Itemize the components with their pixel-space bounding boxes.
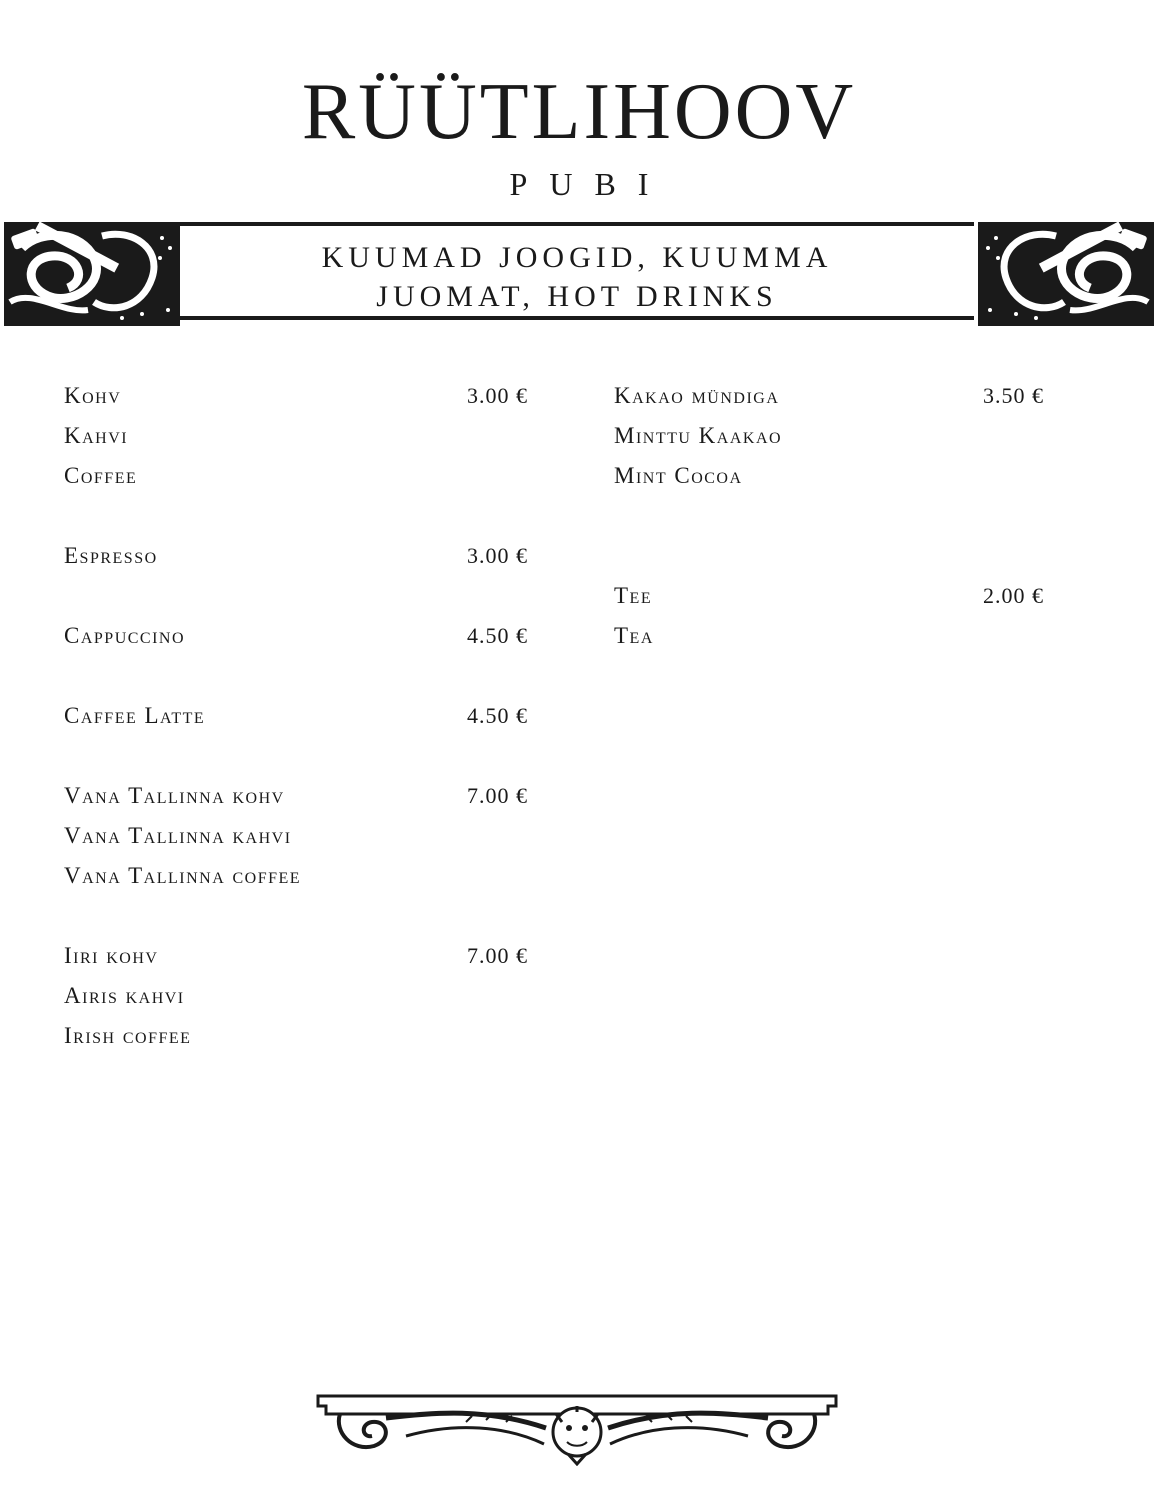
item-name: Vana Tallinna coffee	[64, 863, 302, 888]
menu-item	[64, 536, 528, 576]
item-name: Vana Tallinna kahvi	[64, 823, 292, 848]
section-heading-line-1: KUUMAD JOOGID, KUUMMA	[321, 241, 833, 274]
item-name: Iiri kohv	[64, 943, 159, 968]
item-name: Airis kahvi	[64, 983, 185, 1008]
menu-column-left	[64, 376, 528, 1096]
page-title: RÜÜTLIHOOV	[301, 68, 857, 156]
item-name: Minttu Kaakao	[614, 423, 783, 448]
item-price: 7.00 €	[467, 783, 528, 808]
menu-item	[64, 696, 528, 736]
item-name: Espresso	[64, 543, 158, 568]
scroll-mask-ornament-icon	[316, 1392, 838, 1466]
item-name: Mint Cocoa	[614, 463, 743, 488]
menu-item	[64, 616, 528, 656]
item-price: 3.50 €	[983, 383, 1044, 408]
page-subtitle: PUBI	[509, 166, 671, 202]
celtic-knot-ornament-icon	[974, 218, 1156, 330]
item-name: Tea	[614, 623, 654, 648]
item-price: 2.00 €	[983, 583, 1044, 608]
section-banner	[0, 218, 1158, 330]
item-price: 7.00 €	[467, 943, 528, 968]
item-name: Coffee	[64, 463, 138, 488]
section-heading-line-2: JUOMAT, HOT DRINKS	[376, 280, 778, 313]
item-name: Kohv	[64, 383, 122, 408]
item-name: Kakao mündiga	[614, 383, 780, 408]
menu-item	[614, 376, 1044, 496]
item-price: 3.00 €	[467, 543, 528, 568]
item-price: 4.50 €	[467, 623, 528, 648]
item-name: Tee	[614, 583, 653, 608]
item-price: 4.50 €	[467, 703, 528, 728]
menu-item	[64, 776, 528, 896]
item-name: Cappuccino	[64, 623, 186, 648]
section-heading	[180, 238, 974, 316]
item-name: Vana Tallinna kohv	[64, 783, 285, 808]
item-name: Caffee Latte	[64, 703, 206, 728]
item-name: Irish coffee	[64, 1023, 192, 1048]
menu-item	[614, 576, 1044, 656]
celtic-knot-ornament-icon	[2, 218, 182, 330]
menu-item	[64, 936, 528, 1056]
item-price: 3.00 €	[467, 383, 528, 408]
menu-item	[64, 376, 528, 496]
item-name: Kahvi	[64, 423, 129, 448]
menu-column-right	[614, 376, 1044, 696]
